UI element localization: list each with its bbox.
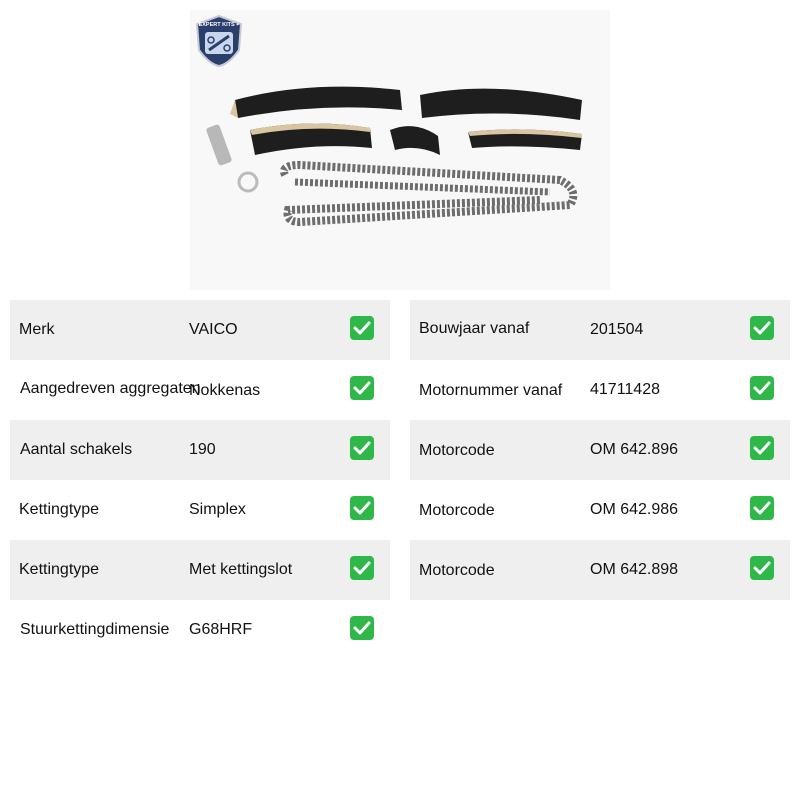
spec-value: 201504 <box>590 321 644 338</box>
product-image <box>190 10 610 290</box>
spec-value: Simplex <box>189 501 246 518</box>
spec-row <box>410 540 790 600</box>
spec-label: Motorcode <box>419 562 495 579</box>
spec-label: Stuurkettingdimensie <box>20 621 170 638</box>
spec-row <box>10 300 390 360</box>
check-icon <box>350 316 374 340</box>
spec-label: Bouwjaar vanaf <box>419 320 530 337</box>
spec-label: Motorcode <box>419 502 495 519</box>
check-icon <box>750 436 774 460</box>
spec-value: VAICO <box>189 321 238 338</box>
spec-value: 190 <box>189 441 216 458</box>
spec-label: Motornummer vanaf <box>419 382 563 399</box>
spec-label: Kettingtype <box>19 561 100 578</box>
spec-label: Merk <box>19 321 55 338</box>
spec-value: Nokkenas <box>189 382 261 399</box>
check-icon <box>350 376 374 400</box>
check-icon <box>350 616 374 640</box>
svg-text:EXPERT KITS +: EXPERT KITS + <box>198 22 240 28</box>
check-icon <box>750 376 774 400</box>
spec-row <box>410 360 790 420</box>
spec-row <box>410 300 790 360</box>
spec-value: OM 642.896 <box>590 441 679 458</box>
spec-row <box>10 540 390 600</box>
spec-table-right <box>410 300 790 600</box>
spec-label: Aantal schakels <box>20 441 133 458</box>
check-icon <box>750 496 774 520</box>
spec-row <box>10 600 390 660</box>
check-icon <box>350 556 374 580</box>
spec-value: OM 642.986 <box>590 501 679 518</box>
spec-label: Aangedreven aggregaten <box>20 380 201 397</box>
check-icon <box>750 316 774 340</box>
spec-label: Kettingtype <box>19 501 100 518</box>
check-icon <box>750 556 774 580</box>
check-icon <box>350 436 374 460</box>
timing-chain-kit-illustration <box>190 10 610 290</box>
spec-table-left <box>10 300 390 660</box>
check-icon <box>350 496 374 520</box>
spec-row <box>410 480 790 540</box>
spec-value: G68HRF <box>189 621 253 638</box>
spec-value: 41711428 <box>590 381 660 398</box>
expert-kits-logo <box>195 14 243 68</box>
spec-row <box>10 420 390 480</box>
spec-row <box>410 420 790 480</box>
spec-row <box>10 360 390 420</box>
spec-value: Met kettingslot <box>189 561 293 578</box>
spec-value: OM 642.898 <box>590 561 679 578</box>
spec-row <box>10 480 390 540</box>
spec-label: Motorcode <box>419 442 495 459</box>
